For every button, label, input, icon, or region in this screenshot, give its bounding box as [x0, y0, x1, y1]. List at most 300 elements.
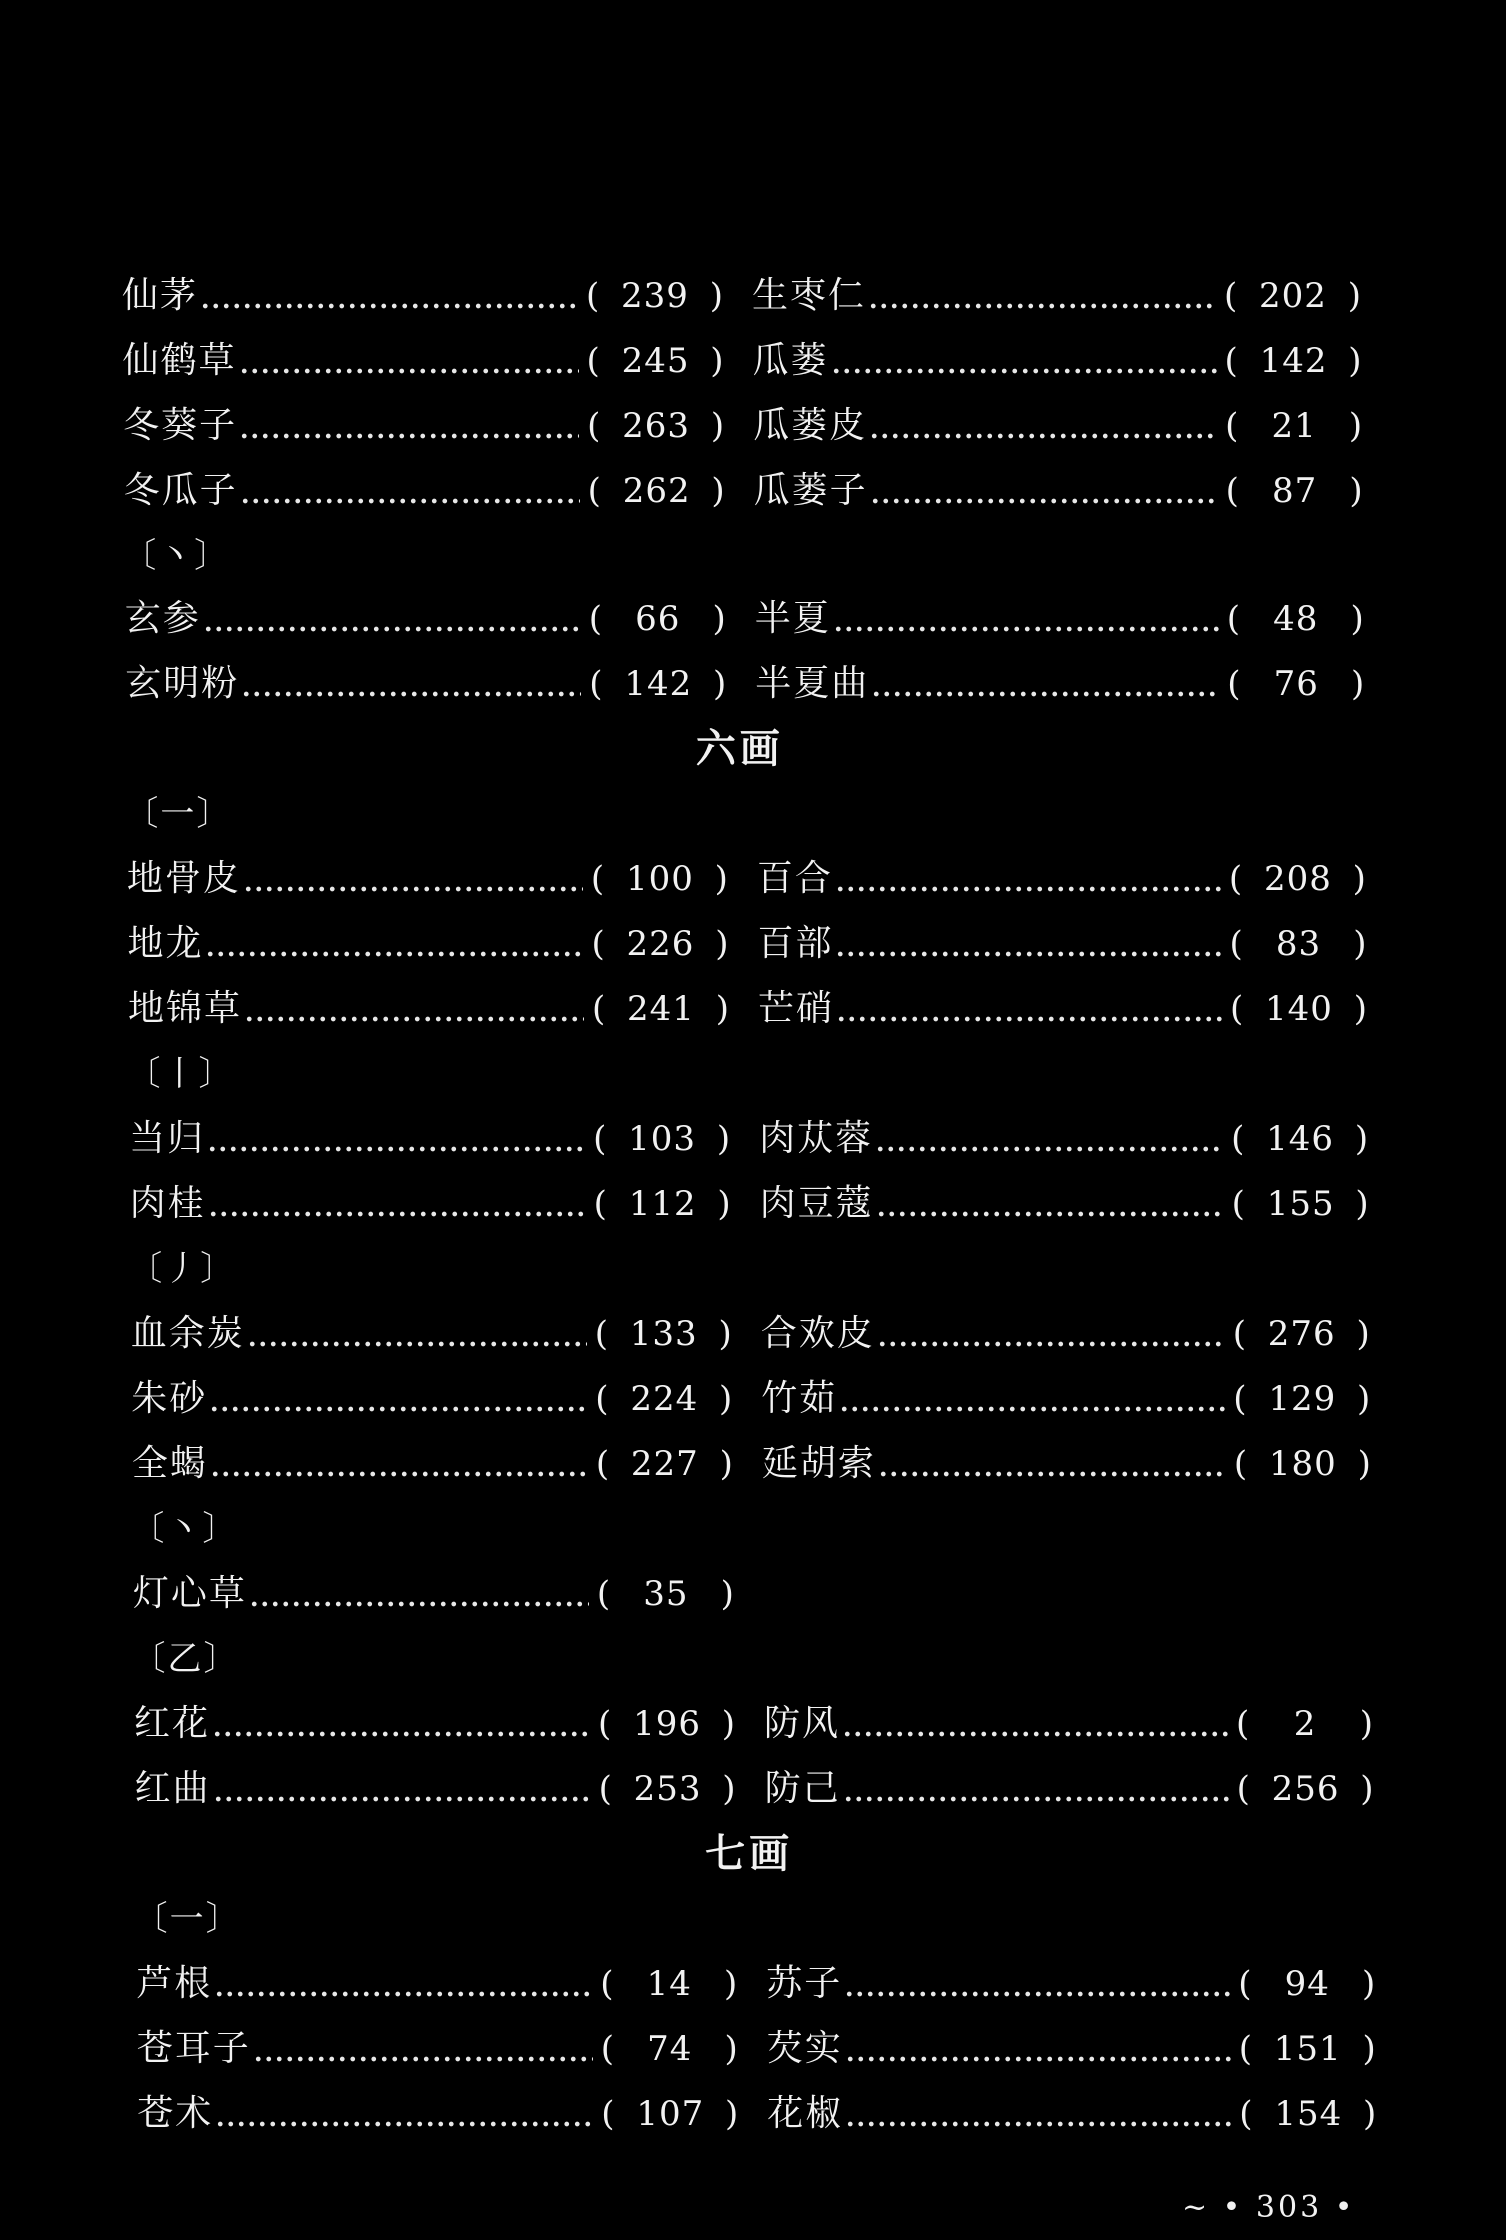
open-paren: ( — [598, 1704, 613, 1744]
open-paren: ( — [1228, 859, 1244, 899]
index-entry-left — [130, 1176, 732, 1232]
open-paren: ( — [1229, 924, 1244, 964]
entry-page-ref — [1232, 1176, 1370, 1232]
index-entry-left — [125, 591, 727, 647]
entry-page-ref — [589, 591, 727, 647]
leader-dots — [200, 268, 578, 324]
page-number: 276 — [1267, 1314, 1336, 1354]
entry-name: 地龙 — [127, 923, 204, 964]
index-entry-left — [135, 1761, 737, 1817]
page-number: 107 — [636, 2094, 705, 2134]
page-number: 202 — [1259, 276, 1327, 316]
leader-dots — [833, 591, 1219, 647]
entry-name: 合欢皮 — [760, 1313, 875, 1354]
close-paren: ) — [1348, 341, 1363, 381]
entry-page-ref — [1227, 656, 1365, 712]
entry-page-ref — [1233, 1371, 1371, 1427]
entry-name: 地骨皮 — [126, 858, 241, 899]
page-number: 142 — [1259, 341, 1328, 381]
index-entry-right — [760, 1176, 1370, 1232]
index-row — [122, 268, 1382, 324]
leader-dots — [241, 656, 581, 712]
entry-name: 花椒 — [767, 2093, 844, 2134]
entry-name: 红曲 — [134, 1768, 211, 1809]
index-row — [127, 851, 1387, 907]
close-paren: ) — [1352, 859, 1367, 899]
page-number: 76 — [1273, 664, 1319, 704]
entry-page-ref — [595, 1306, 733, 1362]
open-paren: ( — [1231, 1119, 1246, 1159]
leader-dots — [845, 2021, 1231, 2077]
entry-name: 冬葵子 — [123, 405, 238, 446]
index-entry-right — [761, 1371, 1371, 1427]
index-row — [136, 1956, 1396, 2012]
index-entry-right — [767, 2021, 1377, 2077]
open-paren: ( — [589, 664, 604, 704]
entry-name: 苍耳子 — [136, 2028, 251, 2069]
open-paren: ( — [592, 989, 607, 1029]
open-paren: ( — [1238, 2029, 1254, 2069]
entry-name: 朱砂 — [131, 1378, 208, 1419]
index-entry-left — [127, 851, 729, 907]
index-entry-right — [757, 851, 1367, 907]
leader-dots — [209, 1371, 587, 1427]
leader-dots — [843, 1761, 1229, 1817]
close-paren: ) — [722, 1769, 737, 1809]
close-paren: ) — [1347, 276, 1362, 316]
index-entry-right — [762, 1436, 1372, 1492]
entry-page-ref — [593, 1111, 731, 1167]
page-number: 241 — [627, 989, 695, 1029]
close-paren: ) — [1357, 1444, 1372, 1484]
entry-page-ref — [596, 1436, 734, 1492]
entry-page-ref — [591, 916, 729, 972]
index-entry-right — [753, 398, 1363, 454]
entry-name: 红花 — [134, 1703, 211, 1744]
leader-dots — [213, 1761, 591, 1817]
index-entry-left — [134, 1696, 736, 1752]
close-paren: ) — [1353, 989, 1368, 1029]
open-paren: ( — [590, 859, 606, 899]
entry-name: 延胡索 — [761, 1443, 876, 1484]
entry-name: 肉桂 — [129, 1183, 206, 1224]
open-paren: ( — [1238, 1964, 1253, 2004]
leader-dots — [878, 1436, 1226, 1492]
index-row — [129, 1111, 1389, 1167]
open-paren: ( — [1227, 664, 1242, 704]
page-number: 263 — [622, 406, 691, 446]
page-number: 155 — [1266, 1184, 1335, 1224]
leader-dots — [207, 1111, 585, 1167]
close-paren: ) — [719, 1379, 734, 1419]
page-number: 48 — [1273, 599, 1319, 639]
entry-name: 生枣仁 — [752, 275, 867, 316]
leader-dots — [876, 1176, 1224, 1232]
entry-page-ref — [588, 463, 726, 519]
stroke-category-heading: 〔丨〕 — [126, 1054, 235, 1094]
leader-dots — [239, 333, 579, 389]
open-paren: ( — [598, 1769, 613, 1809]
open-paren: ( — [601, 2094, 616, 2134]
index-entry-right — [755, 656, 1365, 712]
close-paren: ) — [725, 2094, 740, 2134]
index-entry-left — [131, 1371, 733, 1427]
index-entry-right — [765, 1761, 1375, 1817]
entry-page-ref — [599, 1761, 737, 1817]
leader-dots — [205, 916, 583, 972]
page-number: 74 — [647, 2029, 693, 2069]
close-paren: ) — [715, 989, 730, 1029]
leader-dots — [212, 1696, 590, 1752]
close-paren: ) — [1361, 1964, 1377, 2004]
stroke-category-heading: 〔丿〕 — [128, 1249, 237, 1289]
entry-name: 肉苁蓉 — [759, 1118, 874, 1159]
open-paren: ( — [1226, 599, 1241, 639]
page-number: 196 — [633, 1704, 701, 1744]
close-paren: ) — [713, 664, 728, 704]
entry-page-ref — [1224, 268, 1362, 324]
close-paren: ) — [1354, 1119, 1370, 1159]
index-entry-left — [127, 916, 729, 972]
entry-name: 芦根 — [136, 1963, 213, 2004]
close-paren: ) — [723, 1964, 739, 2004]
close-paren: ) — [1355, 1184, 1370, 1224]
page-number: 100 — [625, 859, 694, 899]
page-number: 103 — [628, 1119, 697, 1159]
open-paren: ( — [586, 276, 601, 316]
open-paren: ( — [1225, 471, 1240, 511]
index-row — [137, 2086, 1397, 2142]
index-entry-right — [752, 268, 1362, 324]
leader-dots — [845, 2086, 1231, 2142]
page-number: 94 — [1284, 1964, 1330, 2004]
entry-name: 血余炭 — [130, 1313, 245, 1354]
index-row — [132, 1436, 1392, 1492]
leader-dots — [203, 591, 581, 647]
open-paren: ( — [1232, 1314, 1247, 1354]
open-paren: ( — [1230, 989, 1245, 1029]
entry-page-ref — [586, 268, 724, 324]
entry-name: 半夏 — [754, 598, 831, 639]
page-number: 208 — [1263, 859, 1332, 899]
open-paren: ( — [1231, 1184, 1246, 1224]
page-number: 2 — [1293, 1704, 1317, 1744]
leader-dots — [870, 463, 1218, 519]
close-paren: ) — [724, 2029, 739, 2069]
index-entry-right — [759, 1111, 1369, 1167]
open-paren: ( — [594, 1314, 609, 1354]
leader-dots — [215, 2086, 593, 2142]
entry-name: 仙茅 — [122, 275, 199, 316]
open-paren: ( — [593, 1119, 608, 1159]
index-row — [124, 463, 1384, 519]
index-entry-left — [128, 981, 730, 1037]
open-paren: ( — [591, 924, 606, 964]
open-paren: ( — [600, 2029, 616, 2069]
entry-page-ref — [594, 1176, 732, 1232]
entry-page-ref — [1229, 851, 1367, 907]
entry-page-ref — [592, 981, 730, 1037]
page-number: 146 — [1266, 1119, 1335, 1159]
leader-dots — [239, 398, 579, 454]
entry-name: 玄明粉 — [125, 663, 240, 704]
index-row — [128, 981, 1388, 1037]
close-paren: ) — [1349, 471, 1364, 511]
page-number: 151 — [1273, 2029, 1342, 2069]
index-entry-right — [757, 916, 1367, 972]
entry-page-ref — [1229, 916, 1367, 972]
stroke-category-heading: 〔丶〕 — [122, 536, 231, 576]
index-entry-right — [758, 981, 1368, 1037]
page-number: 14 — [646, 1964, 692, 2004]
close-paren: ) — [1348, 406, 1364, 446]
leader-dots — [835, 916, 1221, 972]
page-number: 154 — [1274, 2094, 1343, 2134]
leader-dots — [210, 1436, 588, 1492]
open-paren: ( — [1224, 341, 1239, 381]
entry-name: 当归 — [129, 1118, 206, 1159]
entry-name: 苏子 — [766, 1963, 843, 2004]
close-paren: ) — [1360, 1769, 1375, 1809]
index-row — [131, 1371, 1391, 1427]
entry-page-ref — [601, 2086, 739, 2142]
page-number: 35 — [643, 1574, 689, 1614]
entry-page-ref — [1230, 981, 1368, 1037]
page-footer-number: ~ • 303 • — [1182, 2190, 1356, 2225]
leader-dots — [244, 981, 584, 1037]
entry-name: 百合 — [756, 858, 833, 899]
close-paren: ) — [1357, 1379, 1372, 1419]
leader-dots — [243, 851, 583, 907]
open-paren: ( — [1233, 1444, 1249, 1484]
page-number: 227 — [630, 1444, 699, 1484]
close-paren: ) — [1363, 2094, 1378, 2134]
page-number: 133 — [629, 1314, 698, 1354]
page-number: 253 — [633, 1769, 702, 1809]
index-entry-left — [137, 2021, 739, 2077]
leader-dots — [253, 2021, 593, 2077]
index-entry-right — [754, 463, 1364, 519]
entry-page-ref — [587, 333, 725, 389]
stroke-category-heading: 〔乙〕 — [131, 1639, 240, 1679]
entry-page-ref — [595, 1371, 733, 1427]
index-entry-right — [766, 1956, 1376, 2012]
leader-dots — [835, 851, 1221, 907]
index-row — [125, 656, 1385, 712]
close-paren: ) — [710, 406, 726, 446]
entry-page-ref — [1234, 1436, 1372, 1492]
entry-page-ref — [1239, 2021, 1377, 2077]
entry-name: 地锦草 — [128, 988, 243, 1029]
leader-dots — [875, 1111, 1223, 1167]
entry-name: 全蝎 — [131, 1443, 208, 1484]
open-paren: ( — [1233, 1379, 1248, 1419]
page-number: 226 — [626, 924, 695, 964]
close-paren: ) — [720, 1574, 735, 1614]
index-row — [127, 916, 1387, 972]
index-entry-left — [133, 1566, 735, 1622]
close-paren: ) — [1359, 1704, 1375, 1744]
open-paren: ( — [587, 406, 602, 446]
stroke-count-section-title: 六画 — [695, 725, 784, 772]
entry-page-ref — [1225, 398, 1363, 454]
close-paren: ) — [716, 1119, 732, 1159]
entry-page-ref — [1237, 1761, 1375, 1817]
stroke-category-heading: 〔丶〕 — [130, 1509, 239, 1549]
entry-page-ref — [598, 1696, 736, 1752]
open-paren: ( — [593, 1184, 608, 1224]
entry-page-ref — [597, 1566, 735, 1622]
entry-name: 仙鹤草 — [122, 340, 237, 381]
index-entry-right — [767, 2086, 1377, 2142]
close-paren: ) — [711, 471, 726, 511]
index-row — [135, 1761, 1395, 1817]
close-paren: ) — [1362, 2029, 1377, 2069]
close-paren: ) — [1353, 924, 1368, 964]
entry-name: 芡实 — [766, 2028, 843, 2069]
entry-name: 竹茹 — [761, 1378, 838, 1419]
leader-dots — [836, 981, 1222, 1037]
page-number: 83 — [1275, 924, 1322, 964]
entry-name: 瓜蒌子 — [753, 470, 868, 511]
index-row — [134, 1696, 1394, 1752]
open-paren: ( — [588, 599, 603, 639]
entry-name: 瓜蒌皮 — [753, 405, 868, 446]
open-paren: ( — [1239, 2094, 1254, 2134]
entry-page-ref — [1233, 1306, 1371, 1362]
entry-name: 防风 — [764, 1703, 841, 1744]
leader-dots — [214, 1956, 592, 2012]
page-number: 180 — [1268, 1444, 1337, 1484]
leader-dots — [831, 333, 1217, 389]
index-entry-right — [764, 1696, 1374, 1752]
leader-dots — [842, 1696, 1228, 1752]
page-number: 112 — [628, 1184, 697, 1224]
index-entry-left — [125, 656, 727, 712]
index-row — [123, 398, 1383, 454]
entry-name: 瓜蒌 — [752, 340, 829, 381]
index-row — [133, 1566, 1393, 1622]
entry-name: 芒硝 — [758, 988, 835, 1029]
open-paren: ( — [595, 1444, 611, 1484]
stroke-category-heading: 〔一〕 — [124, 794, 233, 834]
index-entry-right — [753, 333, 1363, 389]
page-number: 262 — [622, 471, 691, 511]
open-paren: ( — [1236, 1769, 1251, 1809]
index-entry-left — [124, 463, 726, 519]
entry-name: 玄参 — [124, 598, 201, 639]
leader-dots — [247, 1306, 587, 1362]
close-paren: ) — [709, 276, 724, 316]
index-entry-left — [137, 2086, 739, 2142]
entry-name: 苍术 — [137, 2093, 214, 2134]
page-number: 256 — [1271, 1769, 1340, 1809]
close-paren: ) — [719, 1444, 734, 1484]
page-number: 245 — [621, 341, 690, 381]
open-paren: ( — [1236, 1704, 1251, 1744]
entry-page-ref — [1239, 2086, 1377, 2142]
index-entry-left — [131, 1306, 733, 1362]
open-paren: ( — [586, 341, 601, 381]
page-number: 224 — [630, 1379, 699, 1419]
entry-page-ref — [1231, 1111, 1369, 1167]
index-entry-left — [122, 268, 724, 324]
index-entry-right — [755, 591, 1365, 647]
page-number: 239 — [621, 276, 689, 316]
open-paren: ( — [587, 471, 602, 511]
index-row — [125, 591, 1385, 647]
page-number: 21 — [1271, 406, 1317, 446]
entry-page-ref — [1227, 591, 1365, 647]
entry-name: 灯心草 — [132, 1573, 247, 1614]
page-number: 87 — [1272, 471, 1318, 511]
entry-name: 百部 — [757, 923, 834, 964]
index-entry-left — [129, 1111, 731, 1167]
open-paren: ( — [1225, 406, 1240, 446]
index-row — [123, 333, 1383, 389]
entry-page-ref — [601, 2021, 739, 2077]
close-paren: ) — [712, 599, 727, 639]
page-number: 140 — [1265, 989, 1333, 1029]
index-entry-right — [761, 1306, 1371, 1362]
close-paren: ) — [714, 859, 729, 899]
page-number: 129 — [1268, 1379, 1337, 1419]
close-paren: ) — [718, 1314, 733, 1354]
close-paren: ) — [715, 924, 730, 964]
index-row — [137, 2021, 1397, 2077]
leader-dots — [877, 1306, 1225, 1362]
leader-dots — [868, 268, 1216, 324]
entry-page-ref — [1226, 463, 1364, 519]
leader-dots — [208, 1176, 586, 1232]
entry-page-ref — [591, 851, 729, 907]
entry-page-ref — [1236, 1696, 1374, 1752]
open-paren: ( — [1224, 276, 1239, 316]
page-number: 66 — [635, 599, 681, 639]
index-entry-left — [136, 1956, 738, 2012]
entry-page-ref — [1238, 1956, 1376, 2012]
index-entry-left — [123, 333, 725, 389]
index-row — [130, 1176, 1390, 1232]
close-paren: ) — [1356, 1314, 1371, 1354]
leader-dots — [240, 463, 580, 519]
leader-dots — [871, 656, 1219, 712]
leader-dots — [839, 1371, 1225, 1427]
close-paren: ) — [721, 1704, 737, 1744]
open-paren: ( — [600, 1964, 615, 2004]
leader-dots — [249, 1566, 589, 1622]
stroke-count-section-title: 七画 — [705, 1830, 794, 1877]
close-paren: ) — [710, 341, 725, 381]
entry-page-ref — [589, 656, 727, 712]
index-row — [131, 1306, 1391, 1362]
entry-name: 防己 — [764, 1768, 841, 1809]
open-paren: ( — [596, 1574, 612, 1614]
entry-page-ref — [1225, 333, 1363, 389]
close-paren: ) — [1351, 664, 1366, 704]
leader-dots — [869, 398, 1217, 454]
close-paren: ) — [1350, 599, 1365, 639]
index-entry-left — [123, 398, 725, 454]
close-paren: ) — [717, 1184, 732, 1224]
entry-name: 半夏曲 — [755, 663, 870, 704]
page-number: 142 — [624, 664, 693, 704]
stroke-category-heading: 〔一〕 — [133, 1899, 242, 1939]
entry-page-ref — [587, 398, 725, 454]
index-entry-left — [132, 1436, 734, 1492]
leader-dots — [844, 1956, 1230, 2012]
entry-name: 冬瓜子 — [123, 470, 238, 511]
